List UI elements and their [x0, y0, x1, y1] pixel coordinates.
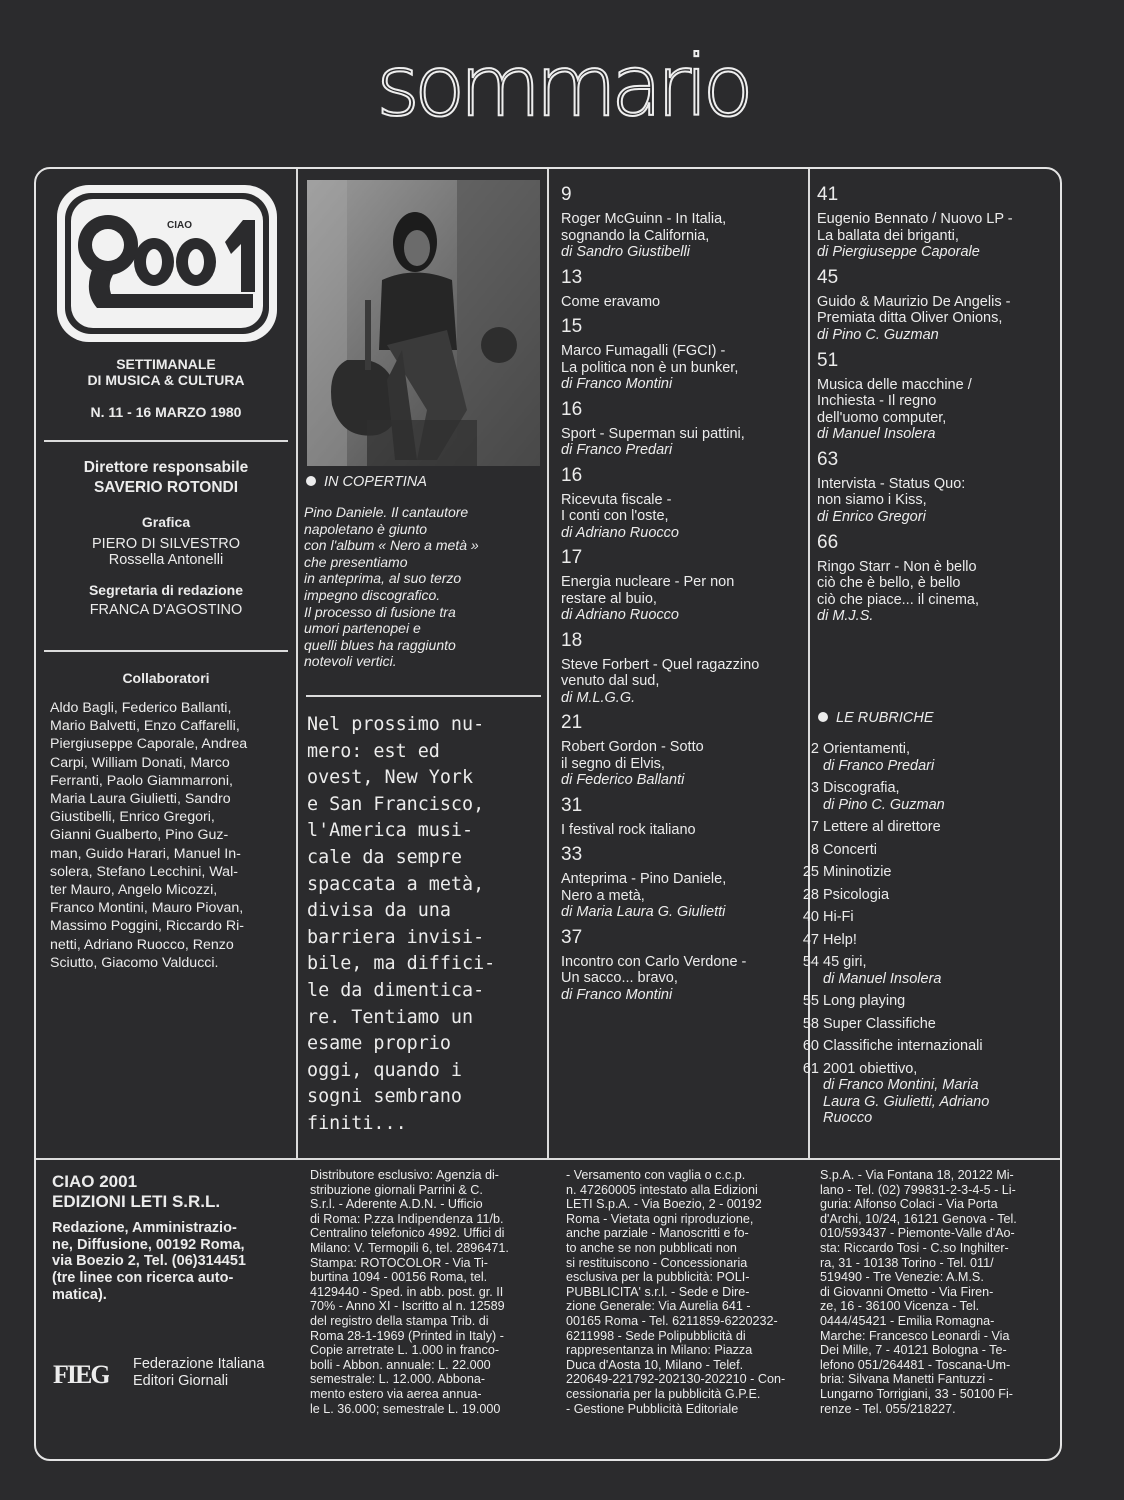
collaborator-line: Massimo Poggini, Riccardo Ri-	[50, 918, 244, 935]
cover-caption-line: Il processo di fusione tra	[304, 603, 456, 620]
page-number: 15	[561, 316, 583, 337]
cover-caption-line: con l'album « Nero a metà »	[304, 537, 479, 554]
rubrica-title: 2001 obiettivo,	[823, 1060, 918, 1077]
footer-column-4	[820, 1168, 1056, 1416]
rubrica-author: di Pino C. Guzman	[823, 796, 945, 813]
rubrica-line	[797, 1061, 1057, 1078]
segreteria-label: Segretaria di redazione	[88, 582, 244, 598]
rubrica-line	[797, 887, 1057, 904]
entry-author: di Federico Ballanti	[561, 772, 685, 788]
next-issue-line: l'America musi-	[307, 820, 474, 842]
rubrica-author: Laura G. Giulietti, Adriano	[823, 1093, 990, 1110]
entry-author: di M.L.G.G.	[561, 689, 636, 706]
footer-line: bria: Silvana Manetti Fantuzzi -	[820, 1372, 993, 1387]
collaborator-line: Carpi, William Donati, Marco	[50, 754, 230, 771]
footer-line: LETI S.p.A. - Via Boezio, 2 - 00192	[566, 1197, 762, 1212]
toc-entry	[817, 449, 1052, 526]
footer-line: del registro della stampa Trib. di	[310, 1313, 489, 1328]
footer-line: lefono 051/264481 - Toscana-Um-	[820, 1357, 1011, 1372]
rubrica-title: Lettere al direttore	[823, 819, 941, 835]
footer-line: 00165 Roma - Tel. 6211859-6220232-	[566, 1313, 778, 1328]
address-line: via Boezio 2, Tel. (06)314451	[52, 1253, 246, 1270]
rubrica-item	[797, 932, 1057, 949]
next-issue-line: barriera invisi-	[307, 926, 485, 948]
rubrica-line	[797, 864, 1057, 881]
rubrica-page: 47	[802, 931, 819, 948]
rubrica-page: 61	[802, 1060, 819, 1077]
rubrica-line	[797, 819, 1057, 836]
toc-entry	[561, 795, 801, 839]
footer-line: le L. 36.000; semestrale L. 19.000	[310, 1401, 501, 1416]
entry-title	[561, 739, 801, 772]
rubrica-page: 7	[810, 819, 819, 835]
grafica-name: PIERO DI SILVESTRO	[92, 536, 240, 552]
toc-entry	[817, 267, 1052, 344]
footer-line: 4129440 - Sped. in abb. post. gr. II	[310, 1284, 504, 1299]
rubriche-label-text: LE RUBRICHE	[836, 710, 934, 726]
next-issue-line: cale da sempre	[307, 846, 463, 868]
rubrica-page: 3	[810, 780, 819, 796]
footer-line: 70% - Anno XI - Iscritto al n. 12589	[310, 1299, 505, 1314]
rubrica-line	[797, 909, 1057, 926]
rubrica-item	[797, 842, 1057, 859]
entry-title-line: venuto dal sud,	[561, 673, 660, 689]
entry-author: di Manuel Insolera	[817, 426, 936, 443]
page-title: sommario	[376, 37, 748, 135]
footer-line: S.r.l. - Aderente A.D.N. - Ufficio	[310, 1197, 483, 1212]
rubrica-item	[797, 1038, 1057, 1055]
rubrica-item	[797, 954, 1057, 987]
entry-author: di M.J.S.	[817, 608, 874, 625]
footer-line: bolli - Abbon. annuale: L. 22.000	[310, 1357, 491, 1372]
rubrica-item	[797, 909, 1057, 926]
entry-author: di Maria Laura G. Giulietti	[561, 904, 726, 920]
rubrica-page: 60	[802, 1038, 819, 1054]
next-issue-line: le da dimentica-	[307, 979, 485, 1001]
entry-title	[561, 657, 801, 690]
toc-entry	[561, 547, 801, 624]
next-issue-line: Nel prossimo nu-	[307, 714, 485, 735]
rubrica-page: 8	[810, 841, 819, 858]
entry-title-line: Eugenio Bennato / Nuovo LP -	[817, 211, 1013, 227]
next-issue-line: sogni sembrano	[307, 1086, 463, 1108]
collaborator-line: Franco Montini, Mauro Piovan,	[50, 900, 244, 917]
divider	[44, 650, 288, 652]
entry-title	[561, 492, 801, 525]
entry-title-line: restare al buio,	[561, 590, 657, 607]
page-number: 51	[817, 349, 839, 371]
entry-title-line: Incontro con Carlo Verdone -	[561, 953, 747, 970]
masthead-subtitle	[40, 356, 292, 388]
toc-entry	[561, 844, 801, 921]
cover-caption-line: umori partenopei e	[304, 620, 421, 637]
entry-title-line: Energia nucleare - Per non	[561, 574, 735, 590]
grafica-name: Rossella Antonelli	[108, 552, 224, 568]
footer-line: 6211998 - Sede Polipubblicità di	[566, 1328, 746, 1343]
entry-title	[817, 294, 1052, 327]
entry-author: di Franco Montini	[561, 986, 673, 1003]
footer-line: 519490 - Tre Venezie: A.M.S.	[820, 1270, 984, 1285]
entry-author: di Adriano Ruocco	[561, 607, 679, 623]
page-number: 13	[561, 266, 583, 288]
page-number: 18	[561, 629, 583, 651]
entry-title	[817, 211, 1052, 244]
toc-entry	[561, 465, 801, 542]
footer-line: ze, 16 - 36100 Vicenza - Tel.	[820, 1299, 980, 1314]
footer-line: n. 47260005 intestato alla Edizioni	[566, 1182, 758, 1197]
collaborators-list	[50, 699, 290, 972]
collaborator-line: netti, Adriano Ruocco, Renzo	[50, 936, 234, 953]
entry-title-line: La ballata dei briganti,	[817, 227, 959, 244]
entry-title-line: Anteprima - Pino Daniele,	[561, 871, 727, 887]
ciao-2001-logo	[53, 182, 281, 345]
entry-title-line: Steve Forbert - Quel ragazzino	[561, 656, 760, 673]
footer-line: Stampa: ROTOCOLOR - Via Ti-	[310, 1255, 488, 1270]
footer-line: mento estero via aerea annua-	[310, 1386, 482, 1401]
rubrica-item	[797, 741, 1057, 774]
entry-title	[561, 343, 801, 376]
rubrica-item	[797, 1016, 1057, 1033]
entry-author: di Enrico Gregori	[817, 508, 926, 525]
rubrica-page: 54	[802, 954, 819, 970]
rubrica-page: 2	[810, 741, 819, 757]
footer-line: di Giovanni Ometto - Via Firen-	[820, 1284, 994, 1299]
publisher-line: EDIZIONI LETI S.R.L.	[52, 1192, 221, 1211]
rubrica-page: 55	[802, 993, 819, 1009]
collaborator-line: Piergiuseppe Caporale, Andrea	[50, 736, 248, 753]
entry-author: di Adriano Ruocco	[561, 524, 679, 541]
collaborator-line: man, Guido Harari, Manuel In-	[50, 845, 241, 862]
footer-line: d'Archi, 10/24, 16121 Genova - Tel.	[820, 1211, 1017, 1226]
footer-line: - Gestione Pubblicità Editoriale	[566, 1401, 739, 1416]
footer-line: S.p.A. - Via Fontana 18, 20122 Mi-	[820, 1168, 1014, 1182]
page-number: 37	[561, 926, 583, 948]
director-name: SAVERIO ROTONDI	[93, 479, 239, 496]
rubrica-line	[797, 780, 1057, 797]
cover-caption-line: impegno discografico.	[304, 586, 441, 603]
footer-column-3	[566, 1168, 804, 1416]
next-issue-line: mero: est ed	[307, 740, 440, 762]
next-issue-line: re. Tentiamo un	[307, 1006, 474, 1028]
cover-caption-line: notevoli vertici.	[304, 653, 397, 670]
subtitle-line: SETTIMANALE	[116, 356, 216, 372]
page-number: 16	[561, 464, 583, 486]
rubrica-title: Help!	[823, 931, 857, 948]
entry-title-line: sognando la California,	[561, 227, 710, 244]
entry-author: di Franco Montini	[561, 376, 673, 392]
divider	[547, 169, 549, 1159]
footer-line: semestrale: L. 12.000. Abbona-	[310, 1372, 486, 1387]
page-number: 63	[817, 448, 839, 470]
rubrica-page: 25	[802, 864, 819, 880]
page-number: 33	[561, 844, 583, 865]
footer-column-2	[310, 1168, 548, 1416]
entry-title-line: Marco Fumagalli (FGCI) -	[561, 343, 726, 359]
collaborator-line: Mario Balvetti, Enzo Caffarelli,	[50, 718, 240, 735]
rubriche-list	[797, 741, 1057, 1133]
rubrica-title: Classifiche internazionali	[823, 1038, 983, 1054]
rubrica-line	[797, 932, 1057, 949]
rubrica-page: 58	[802, 1015, 819, 1032]
collaborator-line: Sciutto, Giacomo Valducci.	[50, 954, 219, 971]
entry-title-line: Guido & Maurizio De Angelis -	[817, 293, 1011, 310]
footer-line: 220649-221792-202130-202210 - Con-	[566, 1372, 786, 1387]
footer-line: Lungarno Torrigiani, 33 - 50100 Fi-	[820, 1386, 1013, 1401]
address-line: Redazione, Amministrazio-	[52, 1220, 237, 1236]
entry-author: di Piergiuseppe Caporale	[817, 244, 980, 260]
footer-line: di Roma: P.zza Indipendenza 11/b.	[310, 1211, 504, 1226]
publisher-line: CIAO 2001	[52, 1172, 138, 1191]
collaborator-line: Gianni Gualberto, Pino Guz-	[50, 827, 229, 844]
fieg-text	[133, 1356, 293, 1389]
logo-ciao-text: CIAO	[167, 220, 192, 231]
rubrica-item	[797, 993, 1057, 1010]
page-number: 45	[817, 266, 839, 288]
articles-column-1	[561, 178, 801, 1008]
footer-line: renze - Tel. 055/218227.	[820, 1401, 956, 1416]
entry-title-line: ciò che piace... il cinema,	[817, 591, 979, 608]
rubrica-item	[797, 864, 1057, 881]
bullet-icon	[306, 476, 316, 486]
collaborator-line: Giustibelli, Enrico Gregori,	[50, 809, 215, 826]
rubrica-line	[797, 1038, 1057, 1055]
footer-line: Roma 28-1-1969 (Printed in Italy) -	[310, 1328, 504, 1343]
footer-line: 010/593437 - Piemonte-Valle d'Ao-	[820, 1226, 1015, 1241]
rubrica-line	[797, 1016, 1057, 1033]
fieg-line: Federazione Italiana	[133, 1356, 265, 1372]
next-issue-line: spaccata a metà,	[307, 873, 485, 895]
rubrica-author: di Manuel Insolera	[823, 970, 942, 987]
entry-title	[561, 871, 801, 904]
rubrica-line	[797, 993, 1057, 1010]
footer-line: stribuzione giornali Parrini & C.	[310, 1182, 483, 1197]
footer-line: Roma - Vietata ogni riproduzione,	[566, 1211, 754, 1226]
fieg-line: Editori Giornali	[133, 1372, 229, 1389]
entry-title-line: Ringo Starr - Non è bello	[817, 558, 977, 575]
footer-line: esclusiva per la pubblicità: POLI-	[566, 1270, 750, 1285]
toc-entry	[561, 399, 801, 459]
rubrica-item	[797, 887, 1057, 904]
publisher-address	[52, 1220, 292, 1304]
articles-column-2	[817, 178, 1052, 631]
address-line: ne, Diffusione, 00192 Roma,	[52, 1236, 245, 1253]
cover-caption-line: Pino Daniele. Il cantautore	[304, 504, 469, 520]
page-number: 17	[561, 547, 583, 568]
entry-title-line: Robert Gordon - Sotto	[561, 739, 704, 755]
entry-title	[817, 476, 1052, 509]
entry-title	[561, 954, 801, 987]
page-number: 16	[561, 398, 583, 420]
footer-line: cessionaria per la pubblicità G.P.E.	[566, 1386, 761, 1401]
entry-title-line: I festival rock italiano	[561, 821, 696, 838]
rubriche-label	[818, 710, 1053, 726]
entry-title-line: Premiata ditta Oliver Onions,	[817, 310, 1003, 327]
rubrica-title: Concerti	[823, 841, 877, 858]
entry-author: di Franco Predari	[561, 442, 673, 458]
rubrica-item	[797, 1061, 1057, 1127]
next-issue-line: e San Francisco,	[307, 793, 485, 815]
address-line: matica).	[52, 1286, 107, 1303]
footer-line: lano - Tel. (02) 799831-2-3-4-5 - Li-	[820, 1182, 1016, 1197]
next-issue-line: ovest, New York	[307, 767, 474, 789]
page-number: 21	[561, 712, 583, 733]
collaborator-line: Maria Laura Giulietti, Sandro	[50, 791, 231, 808]
cover-caption-line: che presentiamo	[304, 553, 408, 570]
toc-entry	[561, 267, 801, 311]
page-number: 31	[561, 794, 583, 816]
entry-title	[561, 294, 801, 311]
entry-title	[561, 211, 801, 244]
footer-line: PUBBLICITA' s.r.l. - Sede e Dire-	[566, 1284, 750, 1299]
footer-line: zione Generale: Via Aurelia 641 -	[566, 1299, 751, 1314]
next-issue-line: oggi, quando i	[307, 1059, 463, 1081]
toc-entry	[561, 927, 801, 1004]
collaborator-line: ter Mauro, Angelo Micozzi,	[50, 882, 218, 899]
entry-title-line: I conti con l'oste,	[561, 508, 669, 524]
entry-title-line: Nero a metà,	[561, 887, 645, 904]
entry-title-line: Un sacco... bravo,	[561, 970, 678, 986]
subtitle-line: DI MUSICA & CULTURA	[87, 372, 245, 388]
footer-line: Milano: V. Termopili 6, tel. 2896471.	[310, 1240, 509, 1255]
rubrica-title: Psicologia	[823, 886, 890, 903]
footer-line: ra, 31 - 10138 Torino - Tel. 011/	[820, 1255, 994, 1270]
toc-entry	[817, 532, 1052, 625]
divider	[36, 1158, 1060, 1160]
rubrica-page: 40	[802, 909, 819, 925]
footer-line: Dei Mille, 7 - 40121 Bologna - Te-	[820, 1343, 1007, 1358]
entry-title-line: La politica non è un bunker,	[561, 359, 739, 376]
director-label: Direttore responsabile	[83, 459, 249, 476]
footer-line: - Versamento con vaglia o c.c.p.	[566, 1168, 746, 1182]
next-issue-line: bile, ma diffici-	[307, 953, 496, 975]
next-issue-line: finiti...	[307, 1112, 407, 1134]
entry-title-line: il segno di Elvis,	[561, 755, 665, 772]
entry-title-line: Sport - Superman sui pattini,	[561, 425, 745, 442]
footer-line: to anche se non pubblicati non	[566, 1240, 737, 1255]
toc-entry	[561, 630, 801, 707]
rubrica-item	[797, 780, 1057, 813]
grafica-label: Grafica	[141, 514, 191, 530]
cover-photo	[307, 180, 540, 466]
rubrica-line	[797, 741, 1057, 758]
entry-title-line: Come eravamo	[561, 293, 661, 310]
toc-entry	[561, 712, 801, 789]
footer-line: rappresentanza in Milano: Piazza	[566, 1343, 753, 1358]
divider	[296, 169, 298, 1159]
rubrica-title: Super Classifiche	[823, 1015, 936, 1032]
cover-caption	[304, 504, 544, 670]
next-issue-line: divisa da una	[307, 900, 451, 922]
entry-author: di Sandro Giustibelli	[561, 244, 690, 260]
entry-title-line: Intervista - Status Quo:	[817, 475, 966, 492]
next-issue-line: esame proprio	[307, 1033, 451, 1055]
rubrica-title: Discografia,	[823, 780, 900, 796]
toc-entry	[561, 316, 801, 393]
entry-title	[817, 559, 1052, 609]
footer-line: anche parziale - Manoscritti e fo-	[566, 1226, 749, 1241]
entry-title-line: Roger McGuinn - In Italia,	[561, 211, 727, 227]
entry-title-line: ciò che è bello, è bello	[817, 575, 961, 592]
toc-entry	[817, 184, 1052, 261]
page-number: 41	[817, 184, 839, 205]
divider	[44, 440, 288, 442]
cover-caption-line: in anteprima, al suo terzo	[304, 570, 462, 587]
page-number: 9	[561, 184, 572, 205]
footer-line: Distributore esclusivo: Agenzia di-	[310, 1168, 499, 1182]
footer-line: Duca d'Aosta 10, Milano - Telef.	[566, 1357, 744, 1372]
page-number: 66	[817, 531, 839, 553]
address-line: (tre linee con ricerca auto-	[52, 1270, 234, 1287]
entry-title-line: Inchiesta - Il regno	[817, 393, 937, 410]
collaborator-line: Ferranti, Paolo Giammarroni,	[50, 772, 233, 789]
footer-line: Marche: Francesco Leonardi - Via	[820, 1328, 1010, 1343]
segreteria-name: FRANCA D'AGOSTINO	[89, 602, 243, 618]
collaborators-label: Collaboratori	[122, 670, 210, 686]
staff-block	[40, 458, 292, 619]
rubrica-author: di Franco Predari	[823, 757, 935, 774]
toc-entry	[817, 350, 1052, 443]
footer-line: si restituiscono - Concessionaria	[566, 1255, 748, 1270]
entry-title-line: Ricevuta fiscale -	[561, 491, 672, 508]
cover-label-text: IN COPERTINA	[324, 474, 427, 490]
issue-number: N. 11 - 16 MARZO 1980	[90, 404, 242, 420]
fieg-logo-text: FIEG	[53, 1360, 109, 1389]
entry-title	[817, 377, 1052, 427]
footer-line: 0444/45421 - Emilia Romagna-	[820, 1313, 995, 1328]
bullet-icon	[818, 712, 828, 722]
entry-title-line: non siamo i Kiss,	[817, 492, 927, 509]
footer-line: Centralino telefonico 4992. Uffici di	[310, 1226, 505, 1241]
cover-caption-line: quelli blues ha raggiunto	[304, 636, 456, 653]
entry-title-line: Musica delle macchine /	[817, 376, 972, 393]
footer-line: burtina 1094 - 00156 Roma, tel.	[310, 1270, 488, 1285]
entry-author: di Pino C. Guzman	[817, 326, 939, 343]
publisher-name	[52, 1172, 292, 1212]
rubrica-title: Hi-Fi	[823, 909, 854, 925]
next-issue-text	[307, 712, 547, 1138]
rubrica-author: di Franco Montini, Maria	[823, 1077, 979, 1093]
rubrica-line	[797, 842, 1057, 859]
entry-title-line: dell'uomo computer,	[817, 409, 947, 426]
entry-title	[561, 574, 801, 607]
footer-line: sta: Riccardo Tosi - C.so Inghilter-	[820, 1240, 1009, 1255]
rubrica-author: Ruocco	[823, 1110, 873, 1126]
rubrica-title: Long playing	[823, 993, 906, 1009]
collaborator-line: Aldo Bagli, Federico Ballanti,	[50, 700, 232, 716]
divider	[306, 695, 541, 697]
rubrica-line	[797, 954, 1057, 971]
entry-title	[561, 426, 801, 443]
fieg-logo	[53, 1355, 109, 1391]
rubrica-page: 28	[802, 886, 819, 903]
footer-line: Copie arretrate L. 1.000 in franco-	[310, 1343, 500, 1358]
entry-title	[561, 822, 801, 839]
footer-line: guria: Alfonso Colaci - Via Porta	[820, 1197, 998, 1212]
rubrica-item	[797, 819, 1057, 836]
cover-caption-line: napoletano è giunto	[304, 520, 427, 537]
rubrica-title: Orientamenti,	[823, 741, 911, 757]
rubrica-title: 45 giri,	[823, 954, 867, 970]
cover-label	[306, 474, 546, 490]
collaborator-line: solera, Stefano Lecchini, Wal-	[50, 863, 238, 880]
rubrica-title: Mininotizie	[823, 864, 892, 880]
toc-entry	[561, 184, 801, 261]
